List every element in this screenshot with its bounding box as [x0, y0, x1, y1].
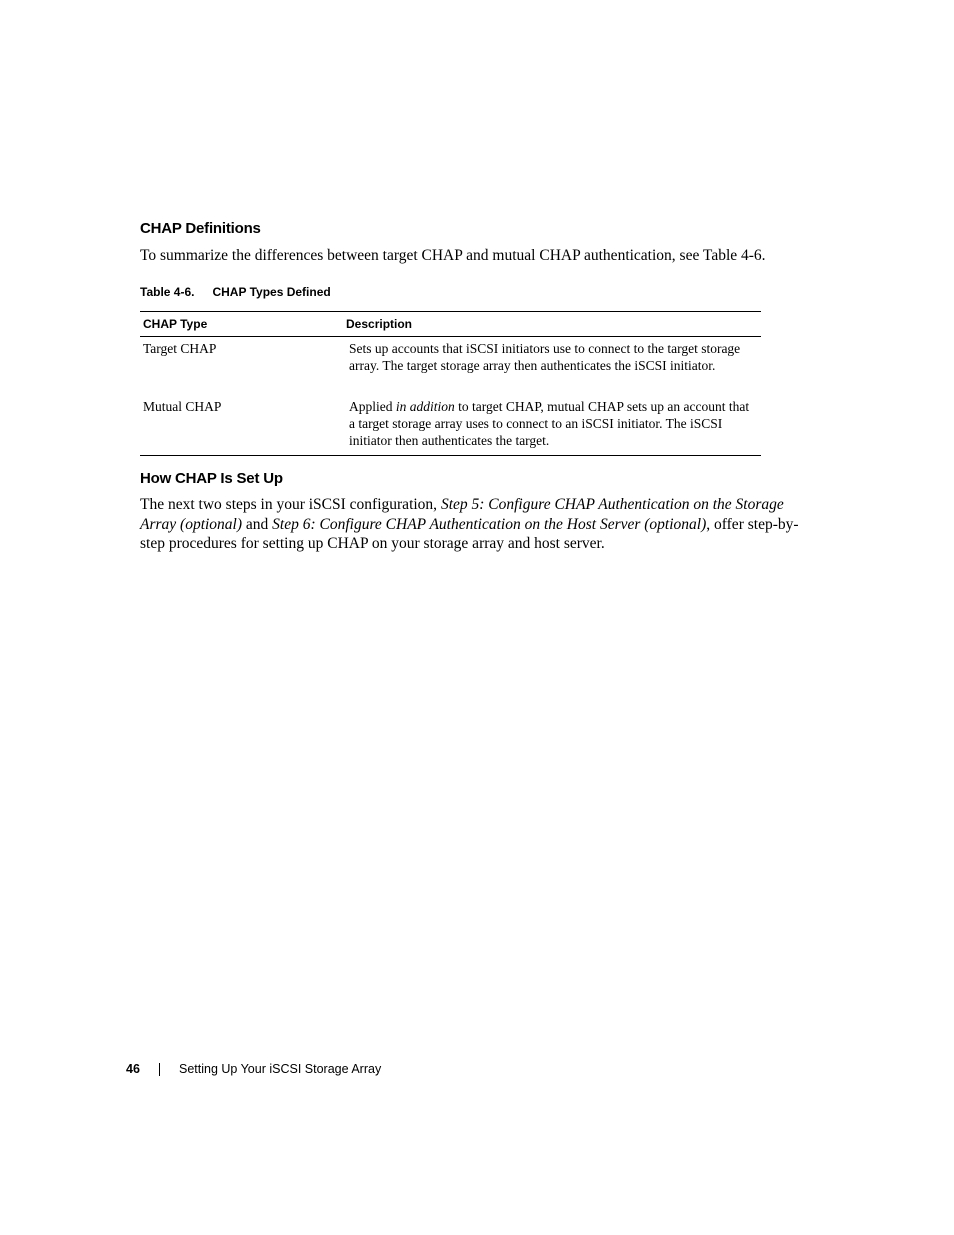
desc-emphasis: in addition: [395, 399, 455, 414]
page-footer: [126, 1062, 381, 1076]
paragraph-text: and: [242, 515, 273, 533]
table-caption-label: Table 4-6.: [140, 285, 195, 299]
step5-reference: Step 5: Configure CHAP Authentication on the Storage Array (optional): [140, 496, 784, 533]
table-caption: [140, 285, 331, 299]
table-row: [140, 337, 761, 396]
section-heading-how-chap-is-set-up: How CHAP Is Set Up: [140, 470, 283, 487]
paragraph-text: , offer step-by-step procedures for setting up CHAP on your storage array and host server.: [140, 515, 799, 552]
table-header-description: Description: [346, 317, 413, 331]
desc-text: Applied: [349, 399, 396, 414]
table-cell-description: [346, 398, 761, 449]
step6-reference: Step 6: Configure CHAP Authentication on the Host Server (optional): [272, 515, 707, 533]
page-number: 46: [126, 1062, 140, 1076]
paragraph-text: The next two steps in your iSCSI configuration,: [140, 496, 441, 513]
table-header-row: [140, 312, 761, 337]
desc-text: to target CHAP, mutual CHAP sets up an account that a target storage array uses to connect to an iSCSI initiator. The iSCSI initiator then authenticates the target.: [349, 399, 750, 448]
table-row: [140, 396, 761, 455]
chap-types-table: [140, 311, 761, 456]
table-cell-type: Mutual CHAP: [143, 399, 222, 414]
footer-title: Setting Up Your iSCSI Storage Array: [179, 1062, 382, 1076]
table-cell-type: Target CHAP: [143, 341, 217, 356]
table-caption-title: CHAP Types Defined: [212, 285, 331, 299]
how-chap-paragraph: [140, 495, 820, 554]
footer-divider: [159, 1063, 160, 1076]
intro-paragraph: To summarize the differences between target CHAP and mutual CHAP authentication, see Table 4-6.: [140, 247, 766, 264]
table-header-chap-type: CHAP Type: [143, 317, 208, 331]
table-cell-description: Sets up accounts that iSCSI initiators use to connect to the target storage array. The target storage array then authenticates the iSCSI initiator.: [349, 341, 741, 373]
section-heading-chap-definitions: CHAP Definitions: [140, 220, 261, 237]
